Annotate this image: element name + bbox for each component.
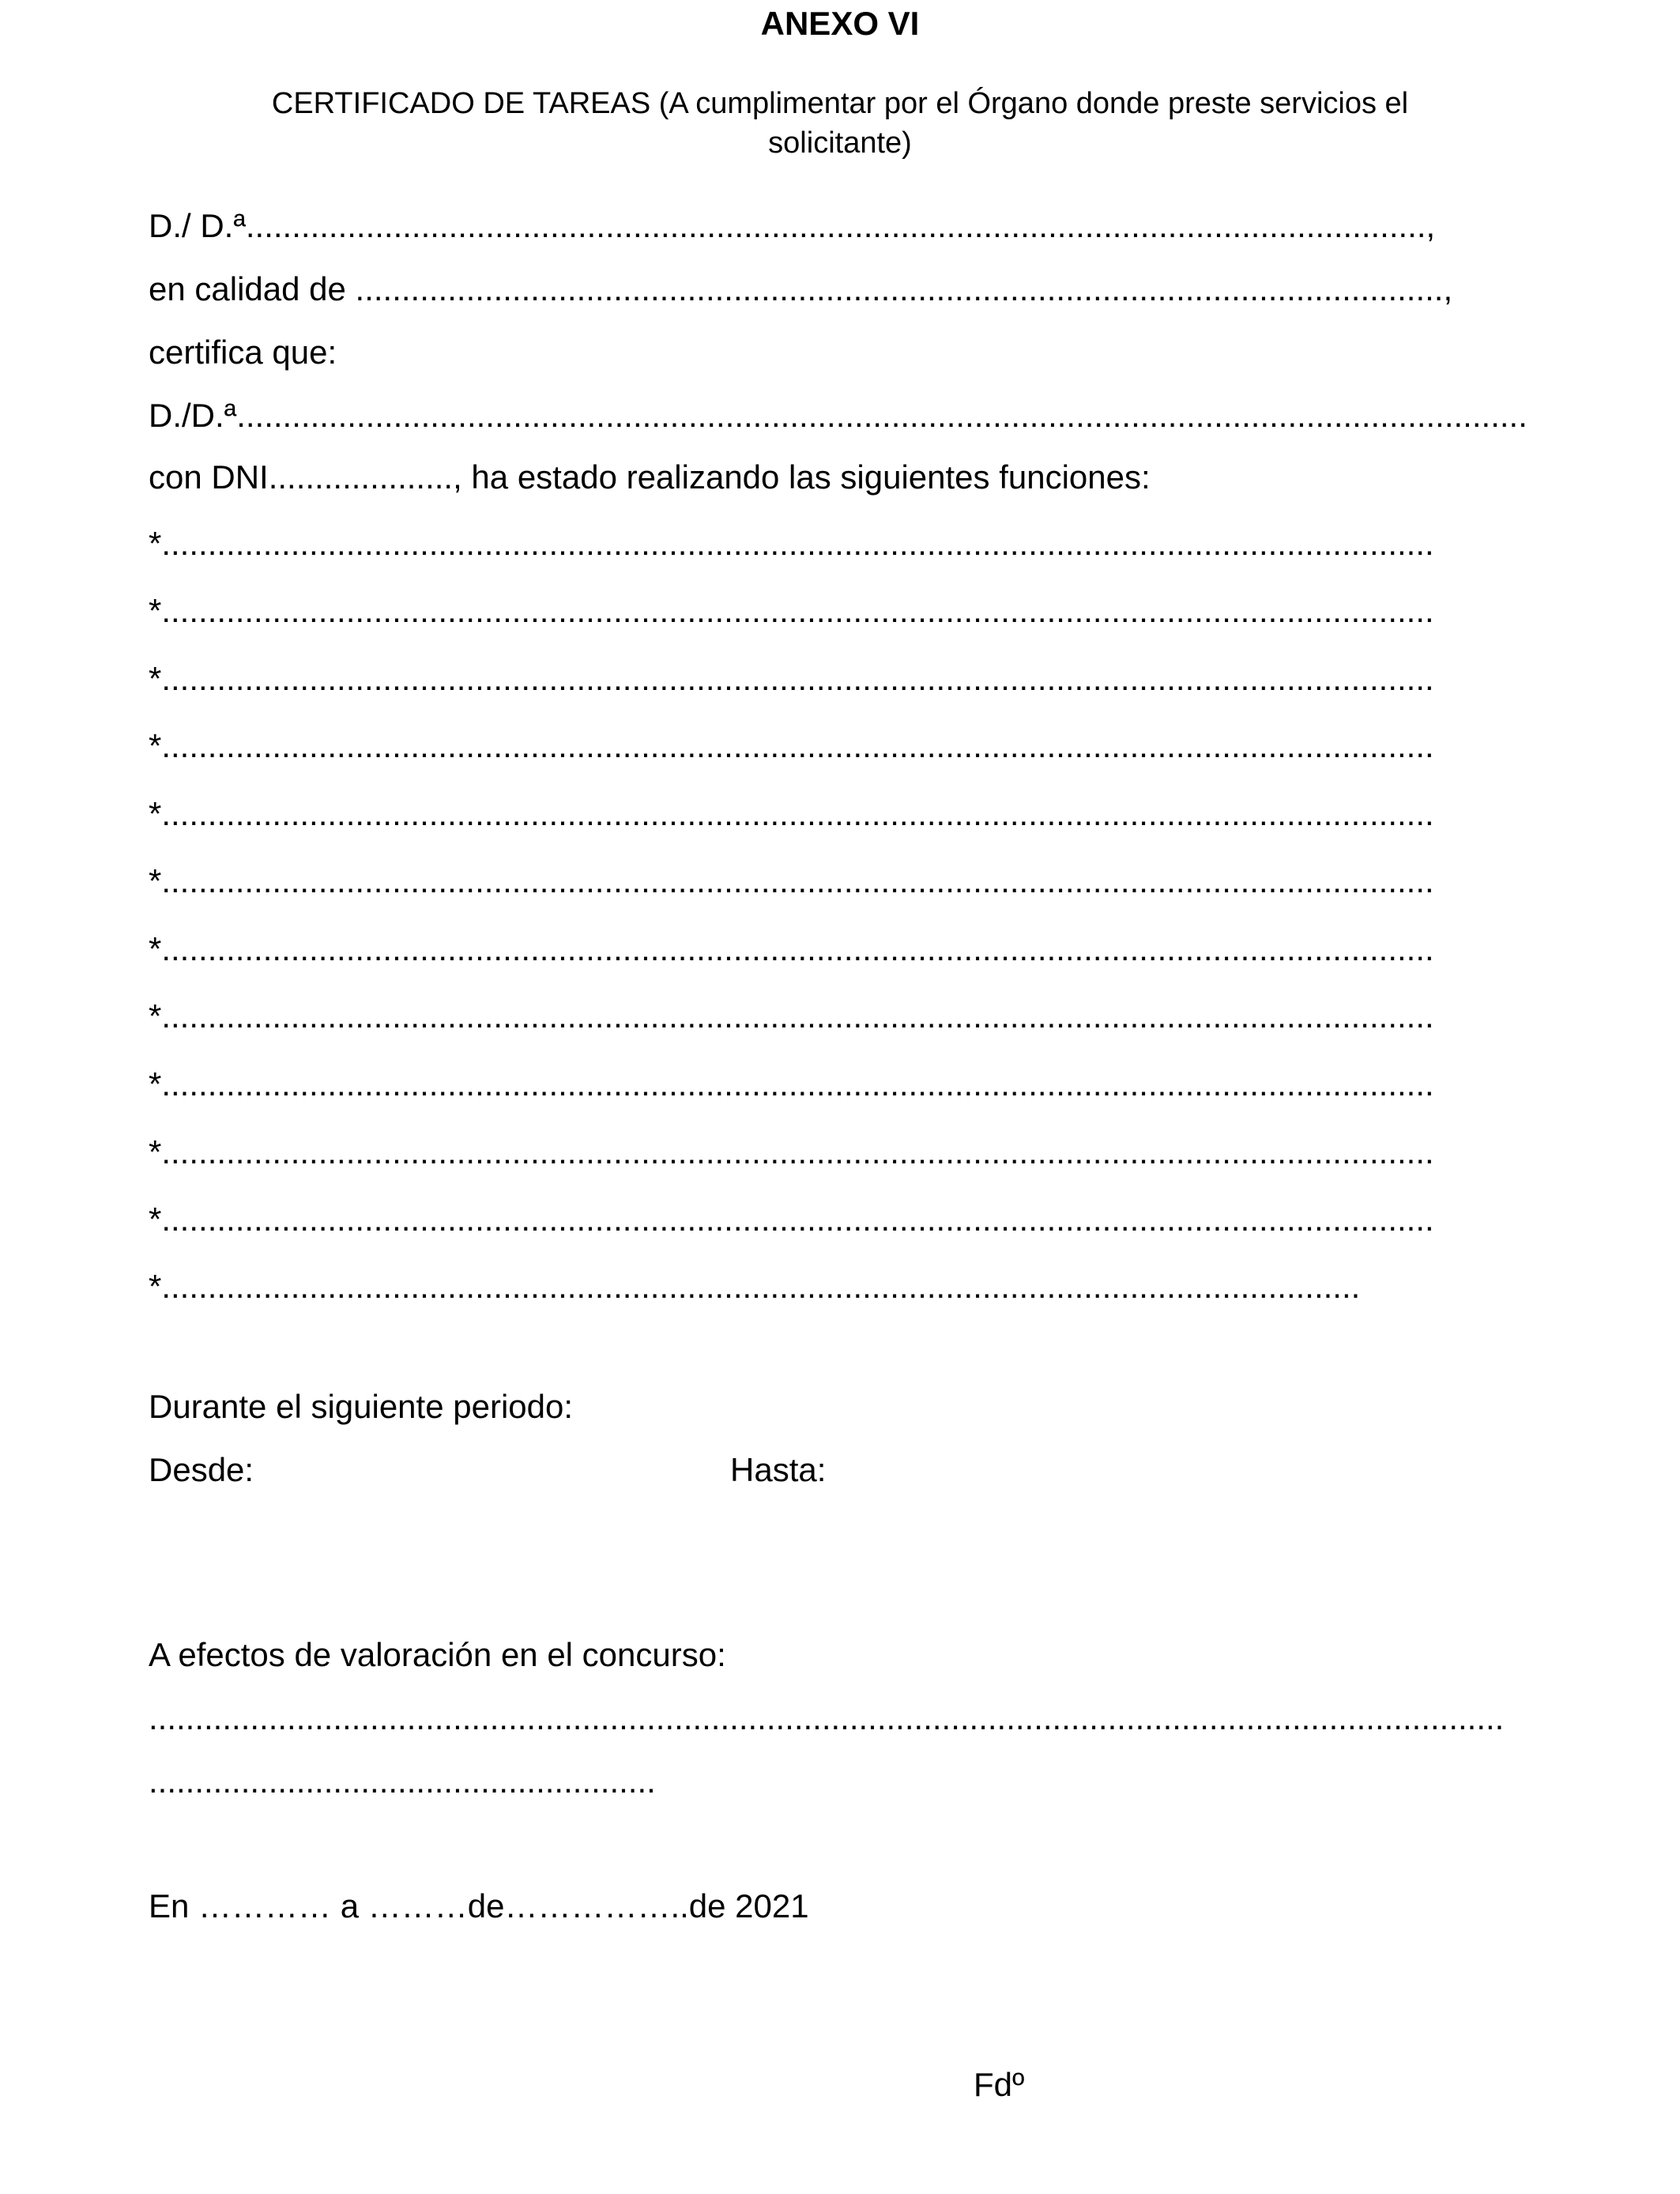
field-don2: D./D.ª............................................................................................................................................ <box>149 397 1527 434</box>
function-line: *.......................................................................................................................................... <box>149 862 1434 899</box>
function-line: *.................................................................................................................................. <box>149 1268 1361 1305</box>
document-title: ANEXO VI <box>760 5 920 42</box>
document-subtitle: CERTIFICADO DE TAREAS (A cumplimentar por el Órgano donde preste servicios el solicitante) <box>271 87 1409 160</box>
function-line: *.......................................................................................................................................... <box>149 1065 1434 1103</box>
function-line: *.......................................................................................................................................... <box>149 660 1434 697</box>
function-line: *.......................................................................................................................................... <box>149 525 1434 562</box>
function-line: *.......................................................................................................................................... <box>149 997 1434 1035</box>
field-don: D./ D.ª................................................................................................................................, <box>149 207 1436 244</box>
firma-label: Fdº <box>974 2066 1025 2103</box>
text-certifica: certifica que: <box>149 334 337 371</box>
efectos-line: ................................................................................................................................................... <box>149 1699 1505 1736</box>
periodo-label: Durante el siguiente periodo: <box>149 1388 574 1425</box>
efectos-label: A efectos de valoración en el concurso: <box>149 1636 726 1673</box>
function-line: *.......................................................................................................................................... <box>149 795 1434 832</box>
field-dni: con DNI...................., ha estado realizando las siguientes funciones: <box>149 458 1151 496</box>
field-calidad: en calidad de ......................................................................................................................, <box>149 270 1453 307</box>
function-line: *.......................................................................................................................................... <box>149 930 1434 967</box>
function-line: *.......................................................................................................................................... <box>149 727 1434 764</box>
fecha-line: En ………… a ………de……………..de 2021 <box>149 1887 809 1924</box>
function-line: *.......................................................................................................................................... <box>149 1201 1434 1238</box>
efectos-line: ....................................................... <box>149 1762 656 1800</box>
hasta-label: Hasta: <box>730 1451 827 1488</box>
desde-label: Desde: <box>149 1451 254 1488</box>
function-line: *.......................................................................................................................................... <box>149 1133 1434 1171</box>
function-line: *.......................................................................................................................................... <box>149 592 1434 629</box>
